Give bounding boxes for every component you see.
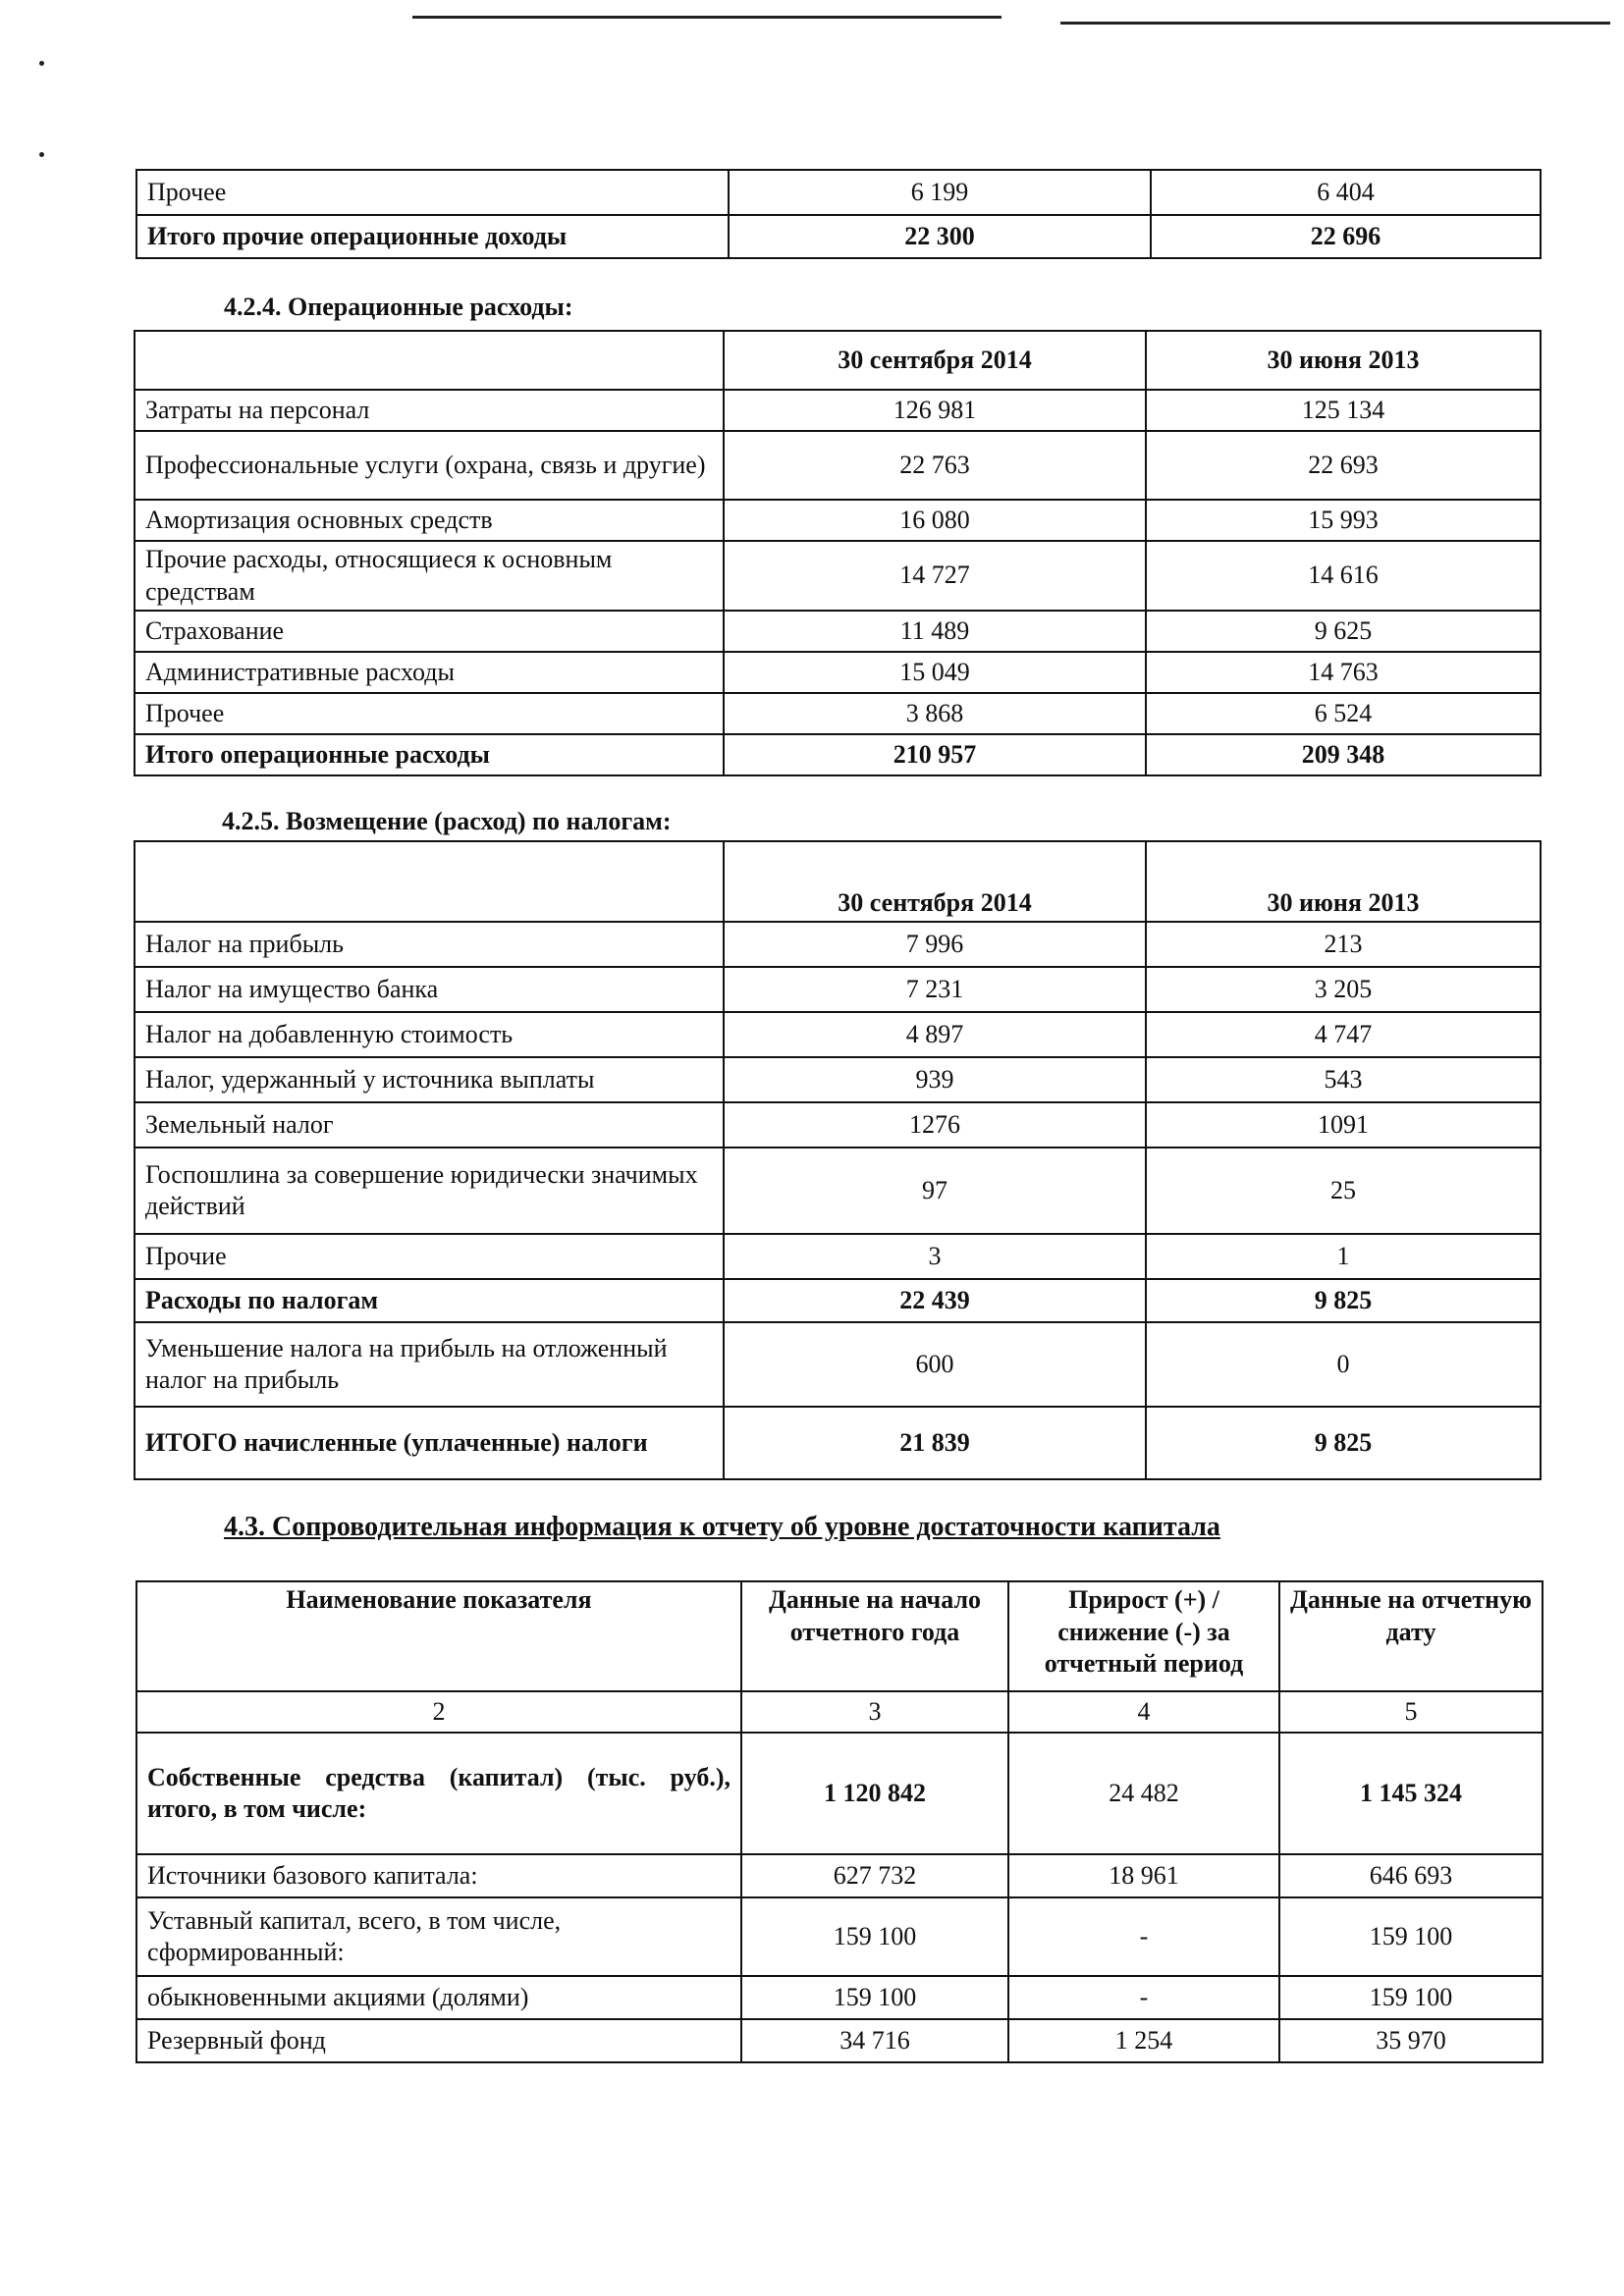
column-header: 30 июня 2013 [1146, 331, 1541, 390]
value-cell: 18 961 [1008, 1854, 1279, 1897]
value-cell: - [1008, 1976, 1279, 2019]
table-row [135, 1102, 1541, 1148]
table-row [135, 1057, 1541, 1102]
table-row [135, 1148, 1541, 1234]
table-header-row [135, 331, 1541, 390]
table-row [136, 1733, 1543, 1854]
row-label: обыкновенными акциями (долями) [136, 1976, 741, 2019]
value-cell: 1091 [1146, 1102, 1541, 1148]
value-cell: 1 145 324 [1279, 1733, 1543, 1854]
row-label: Итого операционные расходы [135, 734, 724, 775]
value-cell: 9 825 [1146, 1279, 1541, 1322]
value-cell: 3 205 [1146, 967, 1541, 1012]
table-total-row [135, 1407, 1541, 1479]
empty-header-cell [135, 841, 724, 922]
value-cell: 6 524 [1146, 693, 1541, 734]
value-cell: 9 625 [1146, 611, 1541, 652]
row-label: Налог на прибыль [135, 922, 724, 967]
table-row [135, 500, 1541, 541]
section-heading-4-2-4: 4.2.4. Операционные расходы: [224, 293, 573, 321]
value-cell: 6 404 [1151, 170, 1541, 215]
row-label: Налог, удержанный у источника выплаты [135, 1057, 724, 1102]
value-cell: 22 693 [1146, 431, 1541, 500]
value-cell: - [1008, 1897, 1279, 1976]
table-row [136, 1897, 1543, 1976]
value-cell: 15 049 [724, 652, 1146, 693]
value-cell: 126 981 [724, 390, 1146, 431]
value-cell: 159 100 [741, 1976, 1008, 2019]
value-cell: 15 993 [1146, 500, 1541, 541]
empty-header-cell [135, 331, 724, 390]
row-label: Госпошлина за совершение юридически значимых действий [135, 1148, 724, 1234]
value-cell: 939 [724, 1057, 1146, 1102]
table-row [135, 967, 1541, 1012]
table-row [135, 1322, 1541, 1407]
operating-expenses-table [134, 330, 1542, 776]
row-label: Прочее [136, 170, 729, 215]
table-row [135, 1279, 1541, 1322]
value-cell: 159 100 [741, 1897, 1008, 1976]
value-cell: 627 732 [741, 1854, 1008, 1897]
column-number-row [136, 1691, 1543, 1733]
column-header: 30 сентября 2014 [724, 841, 1146, 922]
scan-line-artifact [412, 16, 1001, 19]
row-label: Налог на добавленную стоимость [135, 1012, 724, 1057]
value-cell: 646 693 [1279, 1854, 1543, 1897]
value-cell: 1276 [724, 1102, 1146, 1148]
value-cell: 1 254 [1008, 2019, 1279, 2062]
row-label: Земельный налог [135, 1102, 724, 1148]
row-label: Амортизация основных средств [135, 500, 724, 541]
value-cell: 4 897 [724, 1012, 1146, 1057]
value-cell: 159 100 [1279, 1976, 1543, 2019]
value-cell: 125 134 [1146, 390, 1541, 431]
row-label: Расходы по налогам [135, 1279, 724, 1322]
value-cell: 1 [1146, 1234, 1541, 1279]
section-heading-4-3: 4.3. Сопроводительная информация к отчету об уровне достаточности капитала [224, 1512, 1220, 1542]
value-cell: 35 970 [1279, 2019, 1543, 2062]
value-cell: 22 763 [724, 431, 1146, 500]
value-cell: 3 [724, 1234, 1146, 1279]
row-label: Собственные средства (капитал) (тыс. руб.), итого, в том числе: [136, 1733, 741, 1854]
row-label: Итого прочие операционные доходы [136, 215, 729, 258]
value-cell: 22 439 [724, 1279, 1146, 1322]
row-label: Прочие [135, 1234, 724, 1279]
value-cell: 210 957 [724, 734, 1146, 775]
scan-dot-artifact [39, 61, 44, 66]
other-income-table [135, 169, 1542, 259]
value-cell: 11 489 [724, 611, 1146, 652]
value-cell: 22 300 [729, 215, 1151, 258]
table-header-row [136, 1581, 1543, 1691]
table-row [135, 431, 1541, 500]
value-cell: 159 100 [1279, 1897, 1543, 1976]
value-cell: 7 996 [724, 922, 1146, 967]
value-cell: 97 [724, 1148, 1146, 1234]
table-row [136, 215, 1541, 258]
column-header: 30 сентября 2014 [724, 331, 1146, 390]
value-cell: 543 [1146, 1057, 1541, 1102]
value-cell: 209 348 [1146, 734, 1541, 775]
row-label: Прочие расходы, относящиеся к основным средствам [135, 541, 724, 611]
value-cell: 1 120 842 [741, 1733, 1008, 1854]
table-row [136, 1976, 1543, 2019]
table-row [135, 652, 1541, 693]
row-label: Налог на имущество банка [135, 967, 724, 1012]
table-row [135, 1012, 1541, 1057]
table-row [135, 390, 1541, 431]
column-number: 3 [741, 1691, 1008, 1733]
table-row [136, 1854, 1543, 1897]
row-label: Затраты на персонал [135, 390, 724, 431]
table-row [135, 541, 1541, 611]
row-label: Профессиональные услуги (охрана, связь и другие) [135, 431, 724, 500]
row-label: ИТОГО начисленные (уплаченные) налоги [135, 1407, 724, 1479]
capital-adequacy-table [135, 1580, 1543, 2063]
row-label: Источники базового капитала: [136, 1854, 741, 1897]
table-row [135, 1234, 1541, 1279]
row-label: Уставный капитал, всего, в том числе, сформированный: [136, 1897, 741, 1976]
table-row [135, 611, 1541, 652]
value-cell: 22 696 [1151, 215, 1541, 258]
value-cell: 16 080 [724, 500, 1146, 541]
value-cell: 34 716 [741, 2019, 1008, 2062]
table-row [135, 693, 1541, 734]
table-row [136, 2019, 1543, 2062]
value-cell: 9 825 [1146, 1407, 1541, 1479]
scan-line-artifact [1060, 22, 1610, 25]
section-heading-4-2-5: 4.2.5. Возмещение (расход) по налогам: [222, 807, 672, 835]
value-cell: 14 763 [1146, 652, 1541, 693]
value-cell: 14 727 [724, 541, 1146, 611]
table-row [136, 170, 1541, 215]
value-cell: 0 [1146, 1322, 1541, 1407]
row-label: Уменьшение налога на прибыль на отложенный налог на прибыль [135, 1322, 724, 1407]
value-cell: 4 747 [1146, 1012, 1541, 1057]
column-header: 30 июня 2013 [1146, 841, 1541, 922]
table-total-row [135, 734, 1541, 775]
table-header-row [135, 841, 1541, 922]
value-cell: 6 199 [729, 170, 1151, 215]
value-cell: 25 [1146, 1148, 1541, 1234]
value-cell: 7 231 [724, 967, 1146, 1012]
value-cell: 213 [1146, 922, 1541, 967]
row-label: Резервный фонд [136, 2019, 741, 2062]
row-label: Страхование [135, 611, 724, 652]
row-label: Прочее [135, 693, 724, 734]
value-cell: 14 616 [1146, 541, 1541, 611]
table-row [135, 922, 1541, 967]
column-number: 4 [1008, 1691, 1279, 1733]
column-number: 2 [136, 1691, 741, 1733]
value-cell: 600 [724, 1322, 1146, 1407]
tax-expense-table [134, 840, 1542, 1480]
column-header: Наименование показателя [136, 1581, 741, 1691]
column-header: Прирост (+) / снижение (-) за отчетный период [1008, 1581, 1279, 1691]
column-header: Данные на начало отчетного года [741, 1581, 1008, 1691]
column-number: 5 [1279, 1691, 1543, 1733]
value-cell: 3 868 [724, 693, 1146, 734]
scan-dot-artifact [39, 152, 44, 157]
row-label: Административные расходы [135, 652, 724, 693]
value-cell: 21 839 [724, 1407, 1146, 1479]
value-cell: 24 482 [1008, 1733, 1279, 1854]
column-header: Данные на отчетную дату [1279, 1581, 1543, 1691]
